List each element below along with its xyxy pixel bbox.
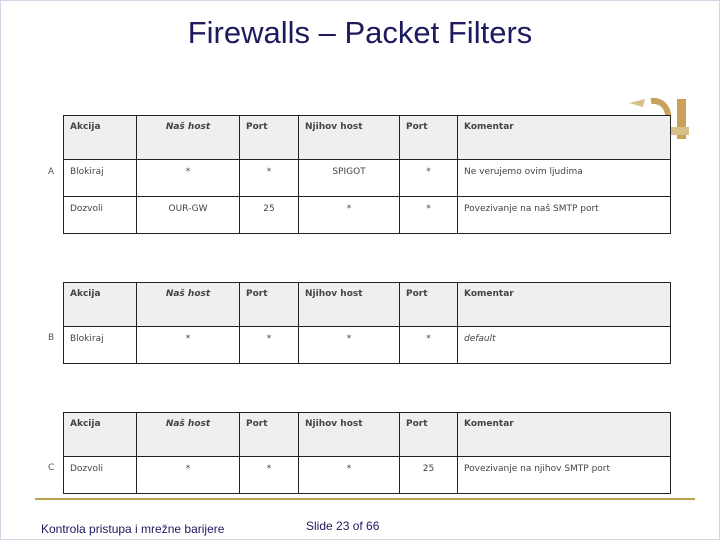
cell-komentar: default [458,327,671,364]
table-header-row [64,413,671,457]
header-port: Port [400,283,458,327]
rule-table-a [63,115,671,234]
cell-komentar: Povezivanje na njihov SMTP port [458,457,671,494]
table-row [64,160,671,197]
header-port: Port [400,413,458,457]
header-port: Port [240,116,299,160]
header-njihov-host: Njihov host [299,116,400,160]
cell-njihov-host: SPIGOT [299,160,400,197]
header-nas-host: Naš host [137,413,240,457]
cell-njihov-host: * [299,197,400,234]
header-port: Port [240,413,299,457]
cell-port: * [240,327,299,364]
footer-divider [35,498,695,500]
cell-akcija: Dozvoli [64,457,137,494]
cell-akcija: Blokiraj [64,327,137,364]
header-njihov-host: Njihov host [299,413,400,457]
cell-port: 25 [400,457,458,494]
cell-nas-host: * [137,160,240,197]
header-akcija: Akcija [64,413,137,457]
cell-port: * [400,327,458,364]
header-komentar: Komentar [458,413,671,457]
cell-nas-host: OUR-GW [137,197,240,234]
table-row [64,457,671,494]
cell-port: * [400,160,458,197]
header-port: Port [400,116,458,160]
rule-table-b [63,282,671,364]
header-komentar: Komentar [458,283,671,327]
rule-set-letter: B [48,333,55,343]
header-komentar: Komentar [458,116,671,160]
cell-port: * [400,197,458,234]
header-nas-host: Naš host [137,116,240,160]
rule-set-letter: C [48,463,55,473]
cell-akcija: Dozvoli [64,197,137,234]
cell-port: * [240,160,299,197]
cell-port: 25 [240,197,299,234]
table-row [64,327,671,364]
table-header-row [64,283,671,327]
header-njihov-host: Njihov host [299,283,400,327]
footer-course-title: Kontrola pristupa i mrežne barijere [41,522,225,536]
slide-number: Slide 23 of 66 [306,519,380,533]
slide-title: Firewalls – Packet Filters [187,15,533,50]
cell-njihov-host: * [299,327,400,364]
cell-komentar: Ne verujemo ovim ljudima [458,160,671,197]
header-nas-host: Naš host [137,283,240,327]
header-akcija: Akcija [64,283,137,327]
cell-nas-host: * [137,327,240,364]
rule-set-letter: A [48,167,55,177]
cell-komentar: Povezivanje na naš SMTP port [458,197,671,234]
cell-akcija: Blokiraj [64,160,137,197]
header-port: Port [240,283,299,327]
cell-port: * [240,457,299,494]
rule-table-c [63,412,671,494]
cell-nas-host: * [137,457,240,494]
header-akcija: Akcija [64,116,137,160]
cell-njihov-host: * [299,457,400,494]
table-header-row [64,116,671,160]
table-row [64,197,671,234]
